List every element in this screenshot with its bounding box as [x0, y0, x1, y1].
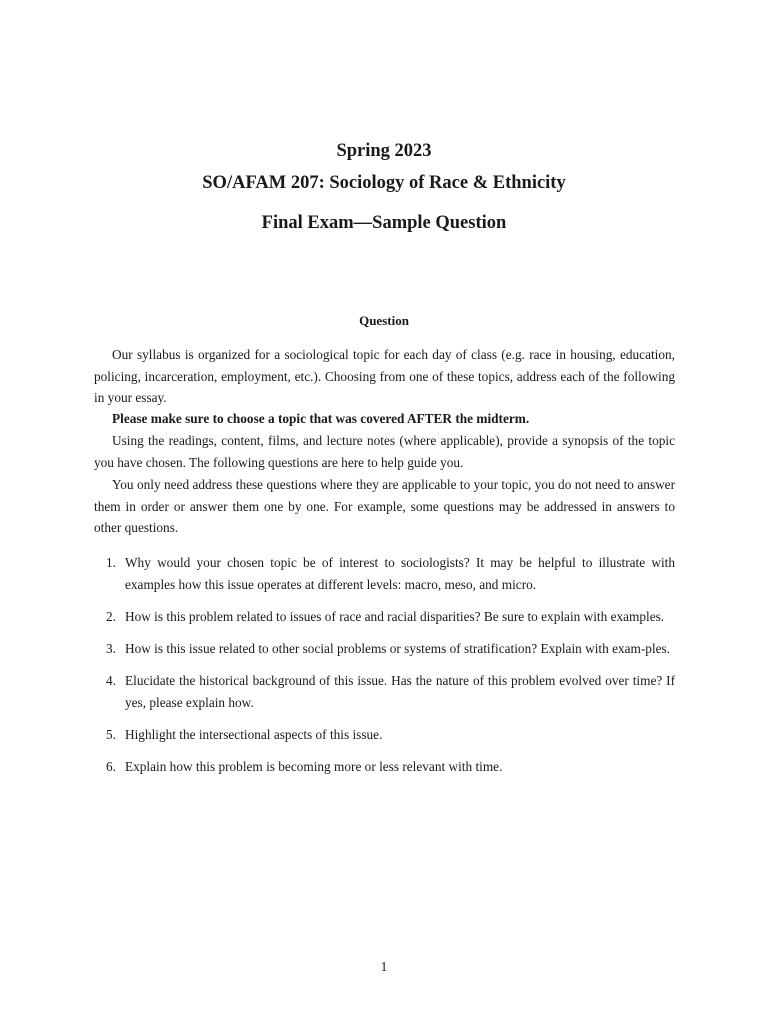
- list-item-number: 3.: [106, 641, 116, 657]
- question-list: [94, 552, 675, 789]
- list-item-number: 6.: [106, 759, 116, 775]
- list-item-text: Elucidate the historical background of this issue. Has the nature of this problem evolved over time? If yes, please explain how.: [125, 673, 675, 711]
- list-item-number: 2.: [106, 608, 116, 624]
- guidance-paragraph: You only need address these questions where they are applicable to your topic, you do not need to answer them in order or answer them one by one. For example, some questions may be addressed in answers to other questions.: [94, 477, 675, 536]
- instructions-paragraph: Using the readings, content, films, and lecture notes (where applicable), provide a synopsis of the topic you have chosen. The following questions are here to help guide you.: [94, 433, 675, 470]
- list-item-text: How is this problem related to issues of race and racial disparities? Be sure to explain with examples.: [125, 608, 665, 624]
- emphasis-paragraph: Please make sure to choose a topic that was covered AFTER the midterm.: [112, 411, 530, 426]
- list-item: [94, 638, 675, 660]
- exam-title: Final Exam—Sample Question: [261, 213, 507, 233]
- intro-paragraph: Our syllabus is organized for a sociological topic for each day of class (e.g. race in housing, education, policing, incarceration, employment, etc.). Choosing from one of these topics, address each of the following in your essay.: [94, 347, 675, 406]
- course-title: SO/AFAM 207: Sociology of Race & Ethnicity: [202, 173, 566, 193]
- list-item: [94, 724, 675, 746]
- list-item-text: How is this issue related to other social problems or systems of stratification? Explain with exam-ples.: [125, 641, 671, 657]
- page-number: 1: [380, 959, 388, 974]
- list-item: [94, 670, 675, 713]
- list-item-number: 4.: [106, 673, 116, 689]
- list-item: [94, 756, 675, 778]
- list-item: [94, 552, 675, 595]
- list-item-text: Highlight the intersectional aspects of this issue.: [125, 727, 383, 743]
- section-heading: Question: [359, 313, 409, 328]
- list-item: [94, 606, 675, 628]
- list-item-text: Why would your chosen topic be of interest to sociologists? It may be helpful to illustrate with examples how this issue operates at different levels: macro, meso, and micro.: [125, 555, 675, 592]
- list-item-text: Explain how this problem is becoming more or less relevant with time.: [125, 759, 503, 775]
- list-item-number: 1.: [106, 555, 116, 570]
- list-item-number: 5.: [106, 727, 116, 743]
- semester-title: Spring 2023: [336, 141, 432, 161]
